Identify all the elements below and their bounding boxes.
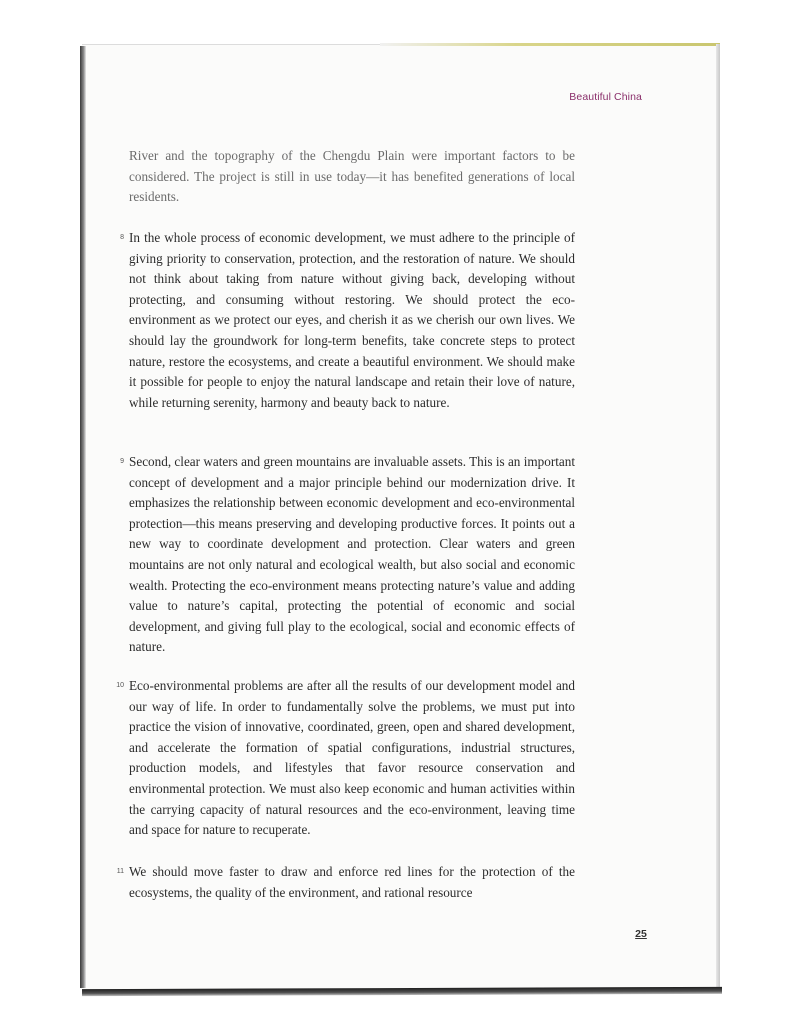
paragraph: In the whole process of economic development, we must adhere to the principle of giving priority to conservation, protection, and the restoration of nature. We should not think about taking from nature without giving back, developing without protecting, and consuming without restoring. We should protect the eco-environment as we protect our eyes, and cherish it as we cherish our own lives. We should lay the groundwork for long-term benefits, take concrete steps to protect nature, restore the ecosystems, and create a beautiful environment. We should make it possible for people to enjoy the natural landscape and retain their love of nature, while returning serenity, harmony and beauty back to nature. [129, 230, 575, 410]
paragraph: We should move faster to draw and enforce red lines for the protection of the ecosystems, the quality of the environment, and rational resource [129, 864, 575, 900]
paragraph-number: 10 [116, 682, 124, 689]
paragraph: Second, clear waters and green mountains are invaluable assets. This is an important concept of development and a major principle behind our modernization drive. It emphasizes the relationship between economic development and eco-environmental protection—this means preserving and developing productive forces. It points out a new way to coordinate development and protection. Clear waters and green mountains are not only natural and ecological wealth, but also social and economic wealth. Protecting the eco-environment means protecting nature’s value and adding value to nature’s capital, protecting the potential of economic and social development, and giving full play to the ecological, social and economic effects of nature. [129, 454, 575, 655]
paragraph-number: 9 [120, 458, 124, 465]
page-number: 25 [635, 928, 647, 940]
page-bottom-edge [82, 987, 722, 996]
paragraph-number: 8 [120, 234, 124, 241]
page-spine-shadow [80, 46, 86, 988]
paragraph-continued: River and the topography of the Chengdu Plain were important factors to be considered. The project is still in use today—it has benefited generations of local residents. [129, 148, 575, 205]
page-right-edge [716, 44, 720, 990]
paragraph-number: 11 [116, 868, 124, 875]
paragraph: Eco-environmental problems are after all the results of our development model and our way of life. In order to fundamentally solve the problems, we must put into practice the vision of innovative, coordinated, green, open and shared development, and accelerate the formation of spatial configurations, industrial structures, production models, and lifestyles that favor resource conservation and environmental protection. We must also keep economic and human activities within the carrying capacity of natural resources and the eco-environment, leaving time and space for nature to recuperate. [129, 678, 575, 838]
running-head: Beautiful China [569, 91, 642, 103]
page-top-edge [380, 43, 720, 46]
